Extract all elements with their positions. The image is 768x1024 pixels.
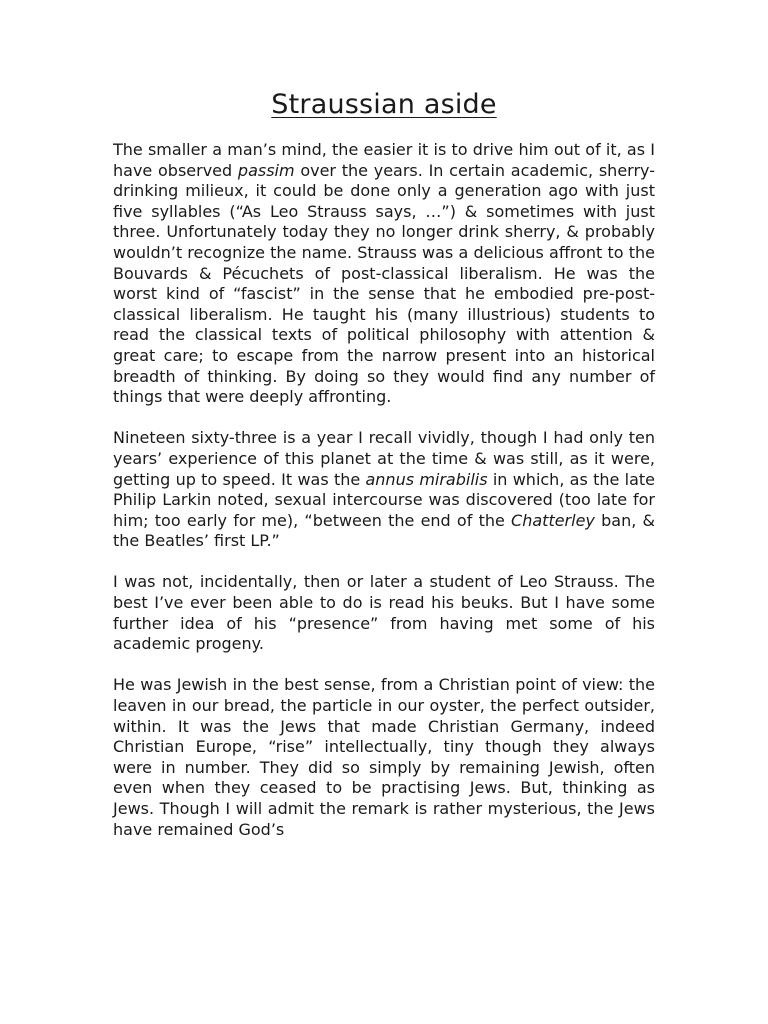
body-paragraph (113, 675, 655, 840)
paragraph-text: over the years. In certain academic, sherry-drinking milieux, it could be done only a generation ago with just five syllables (“As Leo Strauss says, …”) & sometimes with just three. Unfortunately today they no longer drink sherry, & probably wouldn’t recognize the name. Strauss was a delicious affront to the Bouvards & Pécuchets of post-classical liberalism. He was the worst kind of “fascist” in the sense that he embodied pre-post-classical liberalism. He taught his (many illustrious) students to read the classical texts of political philosophy with attention & great care; to escape from the narrow present into an historical breadth of thinking. By doing so they would find any number of things that were deeply affronting. (113, 160, 655, 407)
document-page (113, 88, 655, 861)
paragraph-text: The smaller a man’s mind, the easier it is to drive him out of it, as I have observed (113, 140, 655, 180)
paragraph-text: in which, as the late Philip Larkin noted, sexual intercourse was discovered (too late for him; too early for me), “between the end of the (113, 469, 656, 530)
body-paragraph (113, 428, 655, 552)
document-body (113, 140, 655, 840)
document-title: Straussian aside (271, 89, 497, 120)
paragraph-text: He was Jewish in the best sense, from a Christian point of view: the leaven in our bread, the particle in our oyster, the perfect outsider, within. It was the Jews that made Christian Germany, indeed Christian Europe, “rise” intellectually, tiny though they always were in number. They did so simply by remaining Jewish, often even when they ceased to be practising Jews. But, thinking as Jews. Though I will admit the remark is rather mysterious, the Jews have remained God’s (113, 675, 655, 839)
body-paragraph (113, 140, 655, 408)
italic-text: annus mirabilis (365, 469, 488, 489)
paragraph-text: Nineteen sixty-three is a year I recall vividly, though I had only ten years’ experience of this planet at the time & was still, as it were, getting up to speed. It was the (113, 428, 655, 489)
italic-text: passim (237, 160, 295, 180)
paragraph-text: I was not, incidentally, then or later a student of Leo Strauss. The best I’ve ever been able to do is read his beuks. But I have some further idea of his “presence” from having met some of his academic progeny. (113, 572, 655, 654)
body-paragraph (113, 572, 655, 654)
paragraph-text: ban, & the Beatles’ first LP.” (113, 510, 655, 551)
italic-text: Chatterley (511, 510, 595, 530)
